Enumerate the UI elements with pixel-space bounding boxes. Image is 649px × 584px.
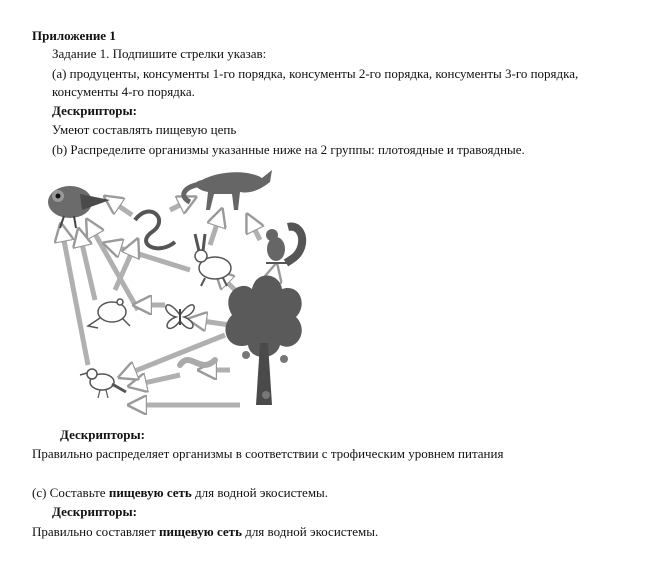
descriptor-3	[32, 524, 378, 540]
caterpillar-icon	[180, 360, 215, 365]
descriptor-1: Умеют составлять пищевую цепь	[52, 122, 237, 137]
arrow-caterpillar-owl	[90, 225, 138, 310]
descriptors-label-2: Дескрипторы:	[60, 427, 145, 442]
task-a-line2: консументы 4-го порядка.	[52, 84, 195, 99]
task-c-bold: пищевую сеть	[108, 485, 192, 500]
snake-icon	[135, 212, 175, 249]
arrow-frog-owl	[80, 235, 95, 300]
owl-icon	[48, 186, 110, 228]
arrow-caterpillar-bird	[135, 375, 180, 385]
task-line: Задание 1. Подпишите стрелки указав:	[52, 46, 267, 61]
frog-icon	[88, 299, 130, 328]
descriptor-3-suffix: для водной экосистемы.	[241, 524, 379, 539]
butterfly-icon	[166, 305, 194, 329]
arrow-squirrel-fox	[250, 220, 260, 240]
descriptor-2: Правильно распределяет организмы в соответствии с трофическим уровнем питания	[32, 446, 504, 461]
task-b: (b) Распределите организмы указанные ниже на 2 группы: плотоядные и травоядные.	[52, 142, 525, 157]
descriptors-label-1: Дескрипторы:	[52, 103, 137, 118]
task-a-line1: (а) продуценты, консументы 1-го порядка, консументы 2-го порядка, консументы 3-го порядка,	[52, 66, 579, 81]
arrow-snake-owl	[110, 200, 132, 215]
task-c-prefix: (c) Составьте	[32, 485, 109, 500]
arrow-tree-butterfly	[195, 320, 230, 325]
task-c	[32, 485, 328, 501]
food-web-figure	[40, 160, 310, 420]
descriptor-3-bold: пищевую сеть	[159, 524, 242, 539]
bird-icon	[80, 369, 126, 398]
descriptor-3-prefix: Правильно составляет	[32, 524, 159, 539]
tree-icon	[225, 275, 301, 405]
squirrel-icon	[266, 227, 302, 263]
arrow-hare-fox	[210, 215, 220, 245]
task-c-suffix: для водной экосистемы.	[191, 485, 329, 500]
arrow-hare-owl	[110, 245, 190, 270]
descriptors-label-3: Дескрипторы:	[52, 504, 137, 519]
fox-icon	[184, 170, 272, 210]
page-title: Приложение 1	[32, 28, 116, 43]
